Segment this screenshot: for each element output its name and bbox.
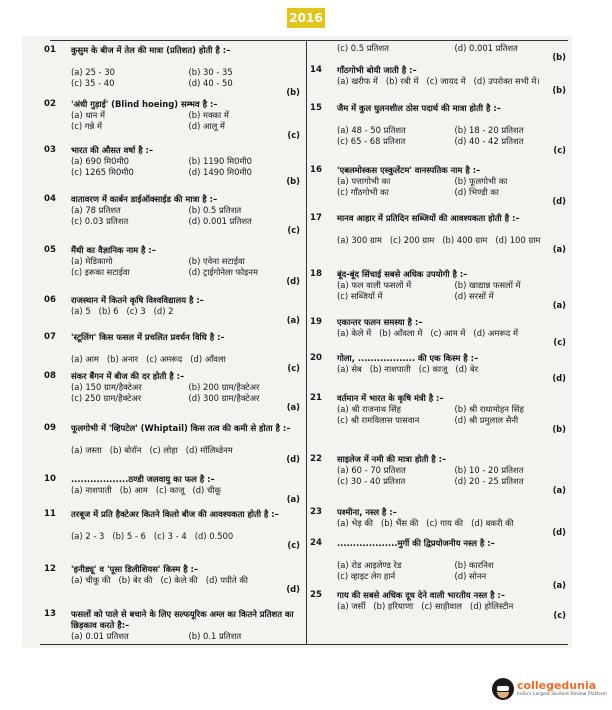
option: (b) 200 ग्राम/हैक्टेअर xyxy=(188,382,260,392)
option: (a) मेडिकागो xyxy=(71,256,113,266)
question-number: 04 xyxy=(44,194,56,204)
option: (a) 0.01 प्रतिशत xyxy=(71,631,129,641)
year-badge: 2016 xyxy=(287,8,325,28)
question-number: 05 xyxy=(44,245,56,255)
option: (b) आँवला में xyxy=(379,328,423,338)
options xyxy=(337,43,568,54)
option: (d) बेर xyxy=(455,364,479,374)
column-divider xyxy=(306,40,307,644)
options xyxy=(71,110,302,132)
option: (a) सेब xyxy=(337,364,362,374)
question-text: कुसुम के बीज में तेल की मात्रा (प्रतिशत) होती है :– xyxy=(71,45,231,55)
option: (d) 20 - 25 प्रतिशत xyxy=(454,476,524,486)
option: (d) 2 xyxy=(153,306,174,316)
bottom-rule xyxy=(40,644,568,645)
option: (b) फूलगोभी का xyxy=(454,176,508,186)
options xyxy=(337,404,568,426)
option: (d) आँवला xyxy=(190,354,226,364)
options xyxy=(337,125,568,147)
option: (b) मक्का में xyxy=(188,110,229,120)
option: (d) सोनन xyxy=(454,571,487,581)
question-number: 19 xyxy=(310,317,322,327)
option: (d) 100 ग्राम xyxy=(495,235,541,245)
option: (b) 0.1 प्रतिशत xyxy=(188,631,242,641)
options xyxy=(71,156,302,178)
question-text: फूलगोभी में 'व्हिपटेल' (Whiptail) किस तत्व की कमी से होता है :– xyxy=(71,423,291,433)
option: (b) भैंस की xyxy=(380,518,419,528)
answer-key: (b) xyxy=(552,52,566,62)
option: (a) जस्ता xyxy=(71,445,102,455)
answer-key: (d) xyxy=(286,584,300,594)
option: (d) 0.001 प्रतिशत xyxy=(454,43,518,53)
answer-key: (d) xyxy=(552,373,566,383)
option: (b) 6 xyxy=(98,306,119,316)
option: (c) साहीवाल xyxy=(421,601,462,611)
options xyxy=(337,518,568,529)
option: (a) 78 प्रतिशत xyxy=(71,205,121,215)
question-number: 12 xyxy=(44,564,56,574)
option: (c) गाँठगोभी का xyxy=(337,187,389,197)
option: (a) 150 ग्राम/हैक्टेअर xyxy=(71,382,142,392)
question-number: 16 xyxy=(310,165,322,175)
option: (b) श्री राधामोहन सिंह xyxy=(454,404,524,414)
option: (d) आलू में xyxy=(188,121,225,131)
option: (b) आम xyxy=(119,485,148,495)
option: (b) एवेना सटाईवा xyxy=(188,256,245,266)
question-text: तरबूज में प्रति हैक्टेअर कितने किलो बीज की आवश्यकता होती है :– xyxy=(71,509,279,519)
option: (d) अमरूद में xyxy=(473,328,518,338)
question-number: 08 xyxy=(44,371,56,381)
answer-key: (d) xyxy=(286,276,300,286)
answer-key: (b) xyxy=(286,87,300,97)
option: (b) 30 - 35 xyxy=(188,67,233,77)
options xyxy=(71,67,302,89)
options xyxy=(337,235,568,246)
option: (c) जायद में xyxy=(426,76,466,86)
option: (c) लोहा xyxy=(149,445,178,455)
answer-key: (c) xyxy=(287,130,300,140)
question-number: 13 xyxy=(44,609,56,619)
option: (a) केले में xyxy=(337,328,372,338)
option: (c) 65 - 68 प्रतिशत xyxy=(337,136,406,146)
option: (a) रोड आइलेण्ड रेड xyxy=(337,560,402,570)
option: (d) 0.500 xyxy=(194,531,234,541)
options xyxy=(71,256,302,278)
answer-key: (a) xyxy=(552,580,566,590)
question-number: 01 xyxy=(44,45,56,55)
question-number: 06 xyxy=(44,295,56,305)
question-number: 03 xyxy=(44,145,56,155)
answer-key: (c) xyxy=(553,610,566,620)
question-number: 14 xyxy=(310,65,322,75)
option: (b) रबी में xyxy=(385,76,419,86)
options xyxy=(71,575,302,586)
option: (a) जर्सी xyxy=(337,601,366,611)
answer-key: (a) xyxy=(552,300,566,310)
options xyxy=(337,328,568,339)
option: (b) 10 - 20 प्रतिशत xyxy=(454,465,524,475)
question-text: संकर बैंगन में बीज की दर होती है :– xyxy=(71,371,185,381)
logo-name: collegedunia xyxy=(517,679,597,692)
option: (c) 0.5 प्रतिशत xyxy=(337,43,389,53)
options xyxy=(337,560,568,582)
question-text: 'एबलमोस्कस एस्कुलेंटम' वानस्पतिक नाम है :– xyxy=(337,165,481,175)
question-number: 09 xyxy=(44,423,56,433)
option: (a) फल वाली फसलों में xyxy=(337,280,412,290)
option: (d) उपरोक्त सभी में। xyxy=(473,76,540,86)
question-text: फसलों को पाले से बचाने के लिए सल्फयूरिक अम्ल का कितने प्रतिशत का छिड़काव करते है:– xyxy=(71,609,294,630)
option: (b) बेर की xyxy=(118,575,153,585)
option: (d) 40 - 50 xyxy=(188,78,233,88)
question-text: राजस्थान में कितने कृषि विश्वविद्यालय है :– xyxy=(71,295,204,305)
option: (c) 0.03 प्रतिशत xyxy=(71,216,129,226)
question-number: 23 xyxy=(310,507,322,517)
answer-key: (a) xyxy=(286,494,300,504)
option: (a) चीकू की xyxy=(71,575,111,585)
options xyxy=(71,531,302,542)
options xyxy=(71,205,302,227)
options xyxy=(71,306,302,317)
option: (c) केले की xyxy=(160,575,198,585)
answer-key: (b) xyxy=(286,176,300,186)
option: (a) खरीफ में xyxy=(337,76,378,86)
option: (a) 5 xyxy=(71,306,91,316)
options xyxy=(71,445,302,456)
answer-key: (c) xyxy=(553,145,566,155)
option: (b) खाद्यान्न फसलों में xyxy=(454,280,521,290)
option: (b) 5 - 6 xyxy=(112,531,146,541)
option: (b) हरियाणा xyxy=(373,601,414,611)
logo-avatar-icon xyxy=(492,678,514,700)
answer-key: (c) xyxy=(287,540,300,550)
option: (d) बकरी की xyxy=(471,518,514,528)
option: (d) 0.001 प्रतिशत xyxy=(188,216,252,226)
collegedunia-logo xyxy=(492,678,607,700)
option: (b) नाशपाती xyxy=(369,364,411,374)
option: (c) इरूका सटाईवा xyxy=(71,267,130,277)
logo-tagline: India's Largest Student Review Platform xyxy=(517,692,607,697)
options xyxy=(71,485,302,496)
question-text: मैंथी का वैज्ञानिक नाम है :– xyxy=(71,245,156,255)
option: (a) 60 - 70 प्रतिशत xyxy=(337,465,406,475)
option: (c) 30 - 40 प्रतिशत xyxy=(337,476,406,486)
question-number: 10 xyxy=(44,474,56,484)
option: (d) सरसों में xyxy=(454,291,494,301)
option: (d) 40 - 42 प्रतिशत xyxy=(454,136,524,146)
option: (a) श्री राजनाथ सिंह xyxy=(337,404,402,414)
question-text: मानव आहार में प्रतिदिन सब्जियों की आवश्यकता होती है :– xyxy=(337,213,520,223)
option: (b) बोरॉन xyxy=(109,445,142,455)
answer-key: (a) xyxy=(552,485,566,495)
option: (d) 300 ग्राम/हैक्टेअर xyxy=(188,393,260,403)
answer-key: (c) xyxy=(553,337,566,347)
option: (d) पपीते की xyxy=(205,575,248,585)
option: (b) कारनिश xyxy=(454,560,494,570)
option: (c) काजू xyxy=(155,485,185,495)
option: (a) 690 मि0मी0 xyxy=(71,156,129,166)
options xyxy=(337,280,568,302)
question-text: वातावरण में कार्बन डाईऑक्साईड की मात्रा है :– xyxy=(71,194,218,204)
question-number: 20 xyxy=(310,353,322,363)
option: (a) 48 - 50 प्रतिशत xyxy=(337,125,406,135)
option: (b) 18 - 20 प्रतिशत xyxy=(454,125,524,135)
option: (c) 1265 मि0मी0 xyxy=(71,167,134,177)
option: (a) धान में xyxy=(71,110,105,120)
option: (d) भिण्डी का xyxy=(454,187,499,197)
question-text: जैम में कुल घुलनशील ठोस पदार्थ की मात्रा होती है :– xyxy=(337,103,501,113)
options xyxy=(337,364,568,375)
option: (d) श्री प्रमुलाल सैनी xyxy=(454,415,519,425)
option: (a) 300 ग्राम xyxy=(337,235,382,245)
option: (b) 400 ग्राम xyxy=(442,235,488,245)
option: (b) 0.5 प्रतिशत xyxy=(188,205,242,215)
question-text: साइलेज में नमी की मात्रा होती है :– xyxy=(337,454,447,464)
option: (a) नाशपाती xyxy=(71,485,112,495)
question-text: गाँठगोभी बोयी जाती है :– xyxy=(337,65,417,75)
answer-key: (d) xyxy=(552,527,566,537)
answer-key: (c) xyxy=(287,363,300,373)
option: (c) 35 - 40 xyxy=(71,78,115,88)
option: (a) 25 - 30 xyxy=(71,67,115,77)
option: (a) 2 - 3 xyxy=(71,531,105,541)
question-text: वर्तमान में भारत के कृषि मंत्री है :– xyxy=(337,393,444,403)
question-number: 18 xyxy=(310,269,322,279)
answer-key: (c) xyxy=(287,225,300,235)
question-text: गाय की सबसे अधिक दूध देने वाली भारतीय नस्ल है :– xyxy=(337,590,505,600)
question-number: 17 xyxy=(310,213,322,223)
options xyxy=(337,76,568,87)
option: (b) 1190 मि0मी0 xyxy=(188,156,253,166)
question-text: 'अंधी गुड़ाई' (Blind hoeing) सम्भव है :– xyxy=(71,99,218,109)
question-text: भारत की औसत वर्षा है :– xyxy=(71,145,154,155)
option: (c) गाय की xyxy=(426,518,464,528)
option: (d) 1490 मि0मी0 xyxy=(188,167,253,177)
options xyxy=(337,465,568,487)
question-text: ...................मुर्गी की द्विप्रयोजनीय नस्ल है :– xyxy=(337,538,495,548)
option: (a) आम xyxy=(71,354,99,364)
question-number: 21 xyxy=(310,393,322,403)
answer-key: (d) xyxy=(286,454,300,464)
option: (a) पत्तागोभी का xyxy=(337,176,391,186)
options xyxy=(71,631,302,642)
option: (a) भेड़ की xyxy=(337,518,373,528)
question-number: 25 xyxy=(310,590,322,600)
answer-key: (d) xyxy=(552,196,566,206)
option: (d) मॉलिब्डेनम xyxy=(185,445,233,455)
option: (d) ट्राईगोनेला फोइनम xyxy=(188,267,258,277)
option: (c) गन्ने में xyxy=(71,121,102,131)
question-text: 'स्टूलिंग' किस फसल में प्रचलित प्रवर्धन विधि है :– xyxy=(71,332,225,342)
question-text: पश्मीना, नस्ल है :– xyxy=(337,507,397,517)
option: (c) व्हाइट लेग हार्न xyxy=(337,571,396,581)
answer-key: (a) xyxy=(286,402,300,412)
question-text: एकान्तर फलन समस्या है :– xyxy=(337,317,423,327)
options xyxy=(71,382,302,404)
question-number: 15 xyxy=(310,103,322,113)
option: (c) 200 ग्राम xyxy=(389,235,435,245)
options xyxy=(71,354,302,365)
top-rule xyxy=(50,40,568,41)
options xyxy=(337,601,568,612)
option: (c) श्री रामविलास पासवान xyxy=(337,415,420,425)
option: (c) अमरूद xyxy=(146,354,183,364)
answer-key: (a) xyxy=(552,244,566,254)
question-number: 07 xyxy=(44,332,56,342)
question-number: 22 xyxy=(310,454,322,464)
question-number: 24 xyxy=(310,538,322,548)
option: (c) 250 ग्राम/हैक्टेअर xyxy=(71,393,142,403)
option: (c) आम में xyxy=(430,328,466,338)
answer-key: (a) xyxy=(286,315,300,325)
option: (c) 3 xyxy=(126,306,146,316)
option: (b) अनार xyxy=(106,354,139,364)
option: (c) काजू xyxy=(418,364,448,374)
question-text: ..................ठण्डी जलवायु का फल है :– xyxy=(71,474,215,484)
question-text: बूंद-बूंद सिंचाई सबसे अधिक उपयोगी है :– xyxy=(337,269,468,279)
option: (d) होलिस्टीन xyxy=(469,601,514,611)
option: (d) चीकू xyxy=(192,485,221,495)
answer-key: (b) xyxy=(552,424,566,434)
answer-key: (b) xyxy=(552,85,566,95)
option: (c) सब्जियों में xyxy=(337,291,383,301)
option: (c) 3 - 4 xyxy=(153,531,187,541)
options xyxy=(337,176,568,198)
question-text: 'हनीड्यू' व 'पूसा डिलीशियस' किस्म है :– xyxy=(71,564,199,574)
question-text: गोला, .................. की एक किस्म है :– xyxy=(337,353,479,363)
question-number: 11 xyxy=(44,509,56,519)
question-number: 02 xyxy=(44,99,56,109)
